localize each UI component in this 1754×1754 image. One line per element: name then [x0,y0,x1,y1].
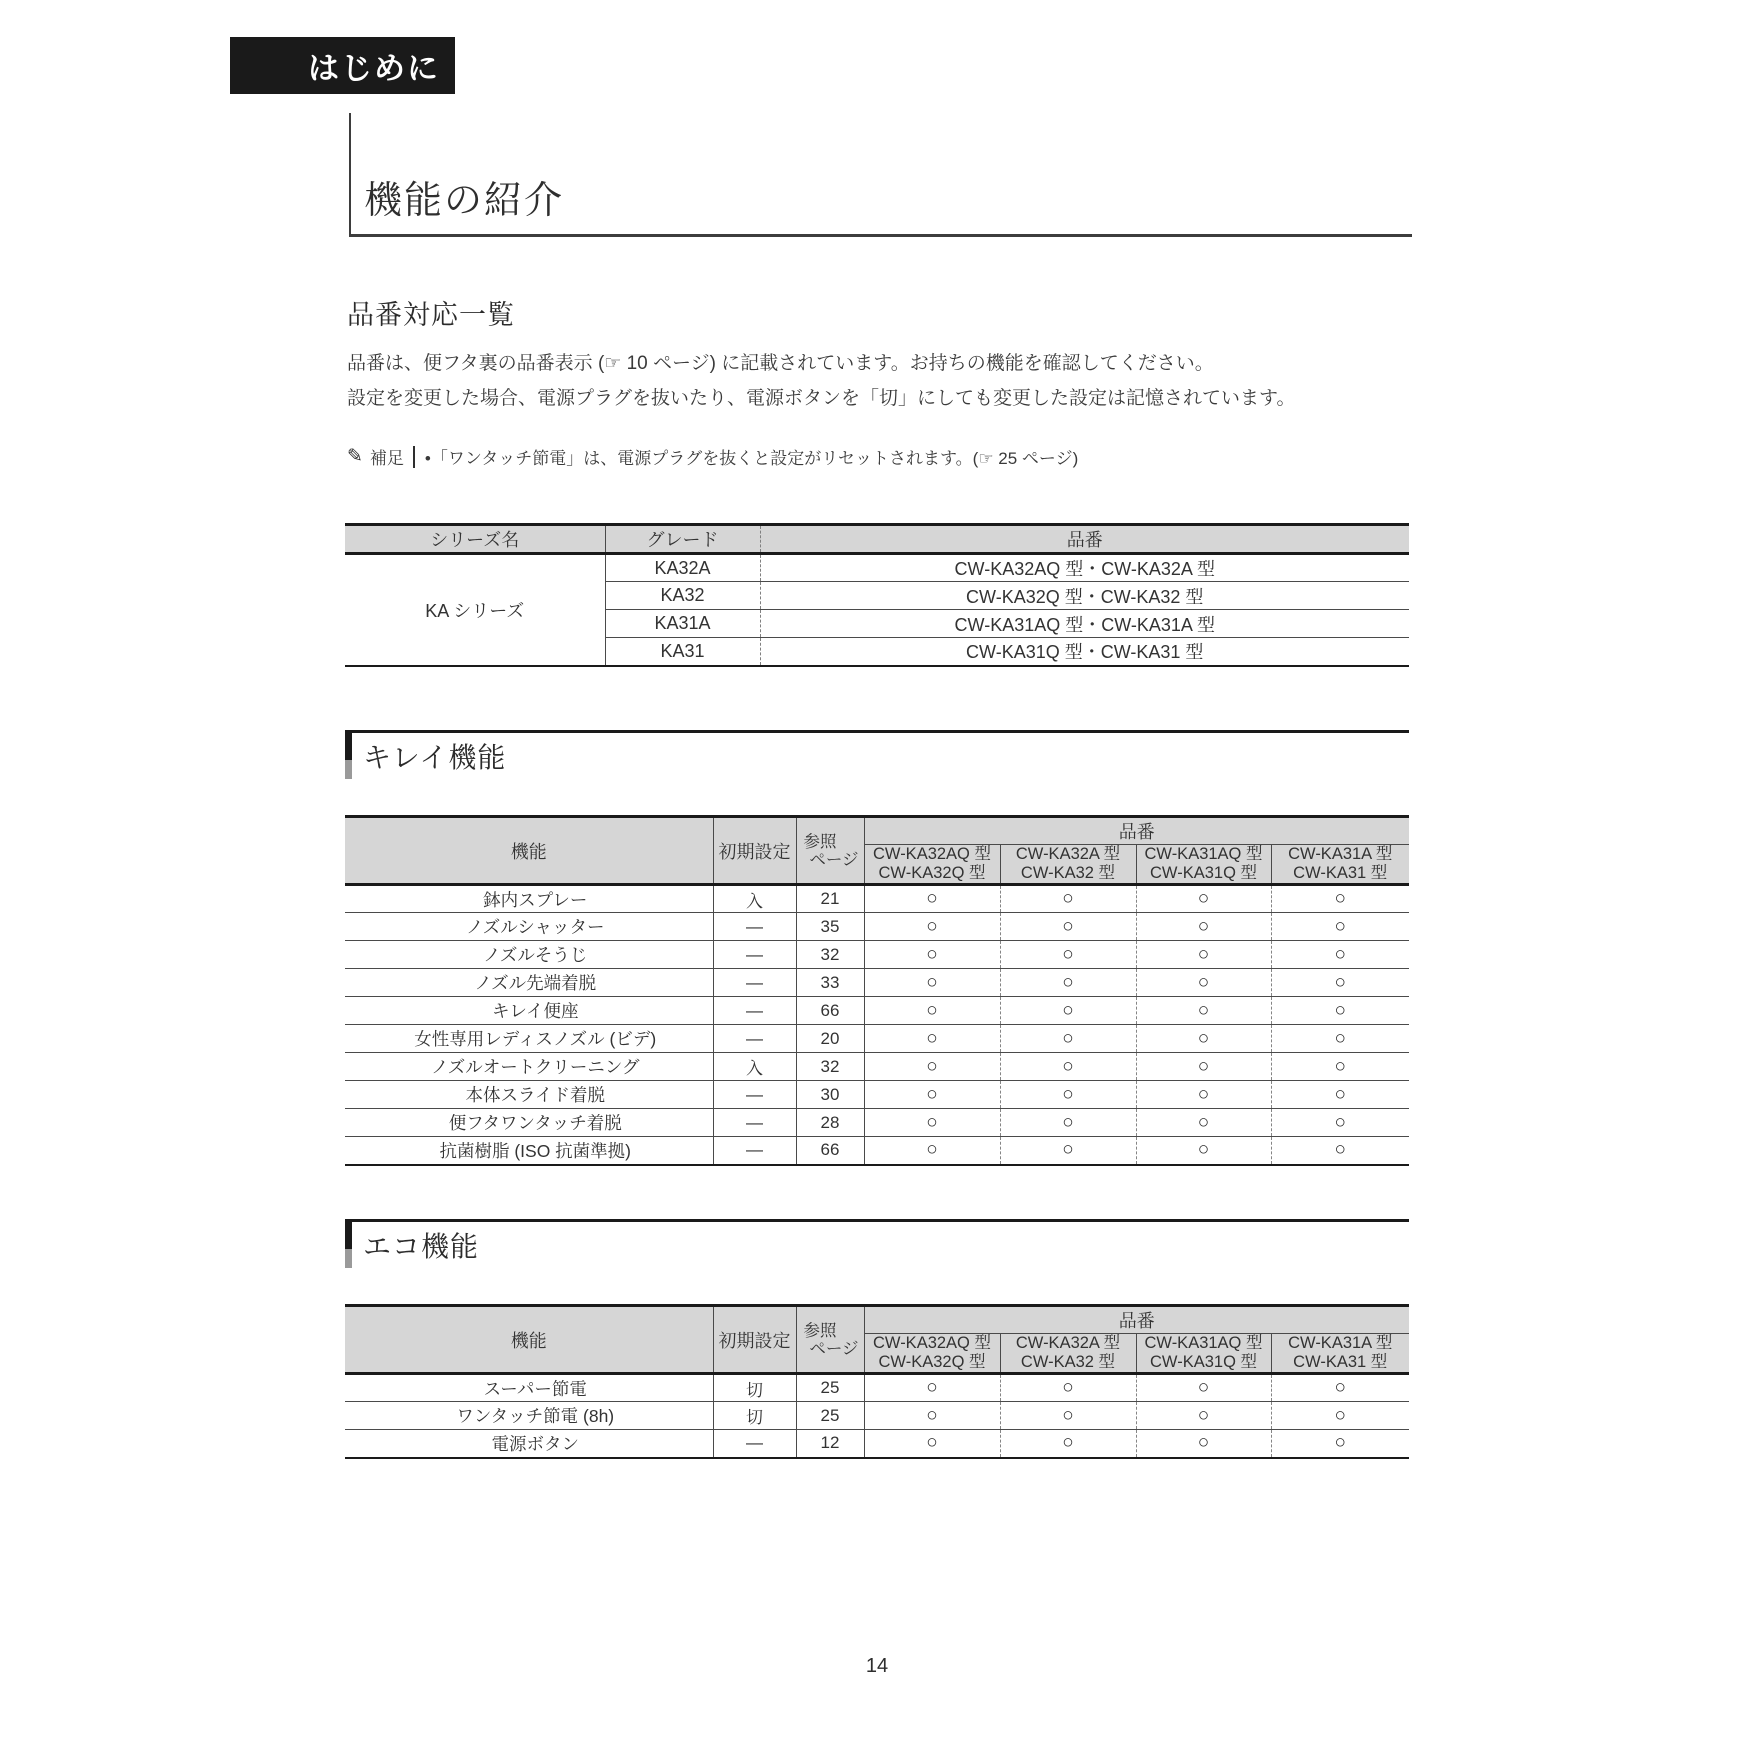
section-badge [230,37,455,94]
feature-name-cell: ノズル先端着脱 [345,969,713,997]
support-mark-cell: ○ [864,997,1000,1025]
support-mark-cell: ○ [1271,1374,1409,1402]
series-table-row [345,554,1409,582]
support-mark-cell: ○ [864,1137,1000,1165]
support-mark-cell: ○ [1271,913,1409,941]
kirei-feature-table [345,815,1409,1166]
model-header-cell [1000,845,1136,885]
support-mark-cell: ○ [864,969,1000,997]
model-header-cell [864,1334,1000,1374]
feature-row [345,1374,1409,1402]
support-mark-cell: ○ [1136,1053,1271,1081]
eco-section-title: エコ機能 [363,1231,480,1262]
model-name: CW-KA31AQ 型 [1144,1334,1263,1352]
support-mark-cell: ○ [1136,1402,1271,1430]
kirei-section-heading [345,730,1409,783]
support-mark-cell: ○ [1271,941,1409,969]
models-header-cell: 品番 [760,525,1409,554]
feature-row [345,1053,1409,1081]
section-bar [345,733,352,779]
series-table-body [345,554,1409,666]
feature-row [345,885,1409,913]
models-cell: CW-KA31Q 型・CW-KA31 型 [760,638,1409,666]
model-name: CW-KA32A 型 [1015,845,1121,863]
feature-name-cell: ノズルシャッター [345,913,713,941]
support-mark-cell: ○ [1271,1025,1409,1053]
model-header-cell [1000,1334,1136,1374]
models-cell: CW-KA31AQ 型・CW-KA31A 型 [760,610,1409,638]
feature-name-cell: 抗菌樹脂 (ISO 抗菌準拠) [345,1137,713,1165]
support-mark-cell: ○ [1271,1430,1409,1458]
grade-cell: KA31A [605,610,760,638]
intro-heading: 品番対応一覧 [347,300,515,330]
default-setting-cell: ― [713,997,796,1025]
ref-page-line: 参照 [803,832,837,851]
support-mark-cell: ○ [864,941,1000,969]
feature-name-cell: ノズルそうじ [345,941,713,969]
ref-page-line: 参照 [803,1321,837,1340]
support-mark-cell: ○ [864,1025,1000,1053]
support-mark-cell: ○ [1271,1402,1409,1430]
support-mark-cell: ○ [1000,941,1136,969]
grade-cell: KA31 [605,638,760,666]
feature-table-header [345,817,1409,885]
feature-name-cell: 女性専用レディスノズル (ビデ) [345,1025,713,1053]
model-name: CW-KA32AQ 型 [873,1334,991,1352]
support-mark-cell: ○ [1136,941,1271,969]
series-table [345,523,1409,667]
feature-name-cell: キレイ便座 [345,997,713,1025]
feature-header-row [345,817,1409,845]
support-mark-cell: ○ [1271,1053,1409,1081]
pencil-icon: ✎ [347,446,363,467]
feature-row [345,1430,1409,1458]
intro-body [347,346,1295,416]
support-mark-cell: ○ [864,1109,1000,1137]
models-group-header-cell: 品番 [864,1306,1409,1334]
ref-page-cell: 32 [796,1053,864,1081]
support-mark-cell: ○ [1136,969,1271,997]
model-name: CW-KA31 型 [1293,1353,1388,1371]
ref-page-cell: 25 [796,1374,864,1402]
model-header-cell [864,845,1000,885]
default-setting-cell: 切 [713,1374,796,1402]
support-mark-cell: ○ [1000,1053,1136,1081]
grade-cell: KA32A [605,554,760,582]
feature-row [345,1402,1409,1430]
default-setting-cell: ― [713,1025,796,1053]
support-mark-cell: ○ [1271,1137,1409,1165]
feature-name-cell: 便フタワンタッチ着脱 [345,1109,713,1137]
model-header-cell [1271,1334,1409,1374]
feature-name-cell: ノズルオートクリーニング [345,1053,713,1081]
support-mark-cell: ○ [1000,1025,1136,1053]
support-mark-cell: ○ [1136,913,1271,941]
default-setting-cell: ― [713,1109,796,1137]
feature-name-cell: 電源ボタン [345,1430,713,1458]
support-mark-cell: ○ [1000,1374,1136,1402]
intro-body-line: 設定を変更した場合、電源プラグを抜いたり、電源ボタンを「切」にしても変更した設定は記憶されています。 [347,388,1296,409]
support-mark-cell: ○ [864,1053,1000,1081]
support-mark-cell: ○ [1271,997,1409,1025]
feature-row [345,1137,1409,1165]
support-mark-cell: ○ [1136,1137,1271,1165]
ref-page-line: ページ [809,1339,859,1358]
feature-name-cell: 鉢内スプレー [483,889,588,910]
support-mark-cell: ○ [1000,1081,1136,1109]
page-number: 14 [865,1655,889,1677]
default-setting-cell: ― [713,1081,796,1109]
default-setting-cell: 切 [713,1402,796,1430]
support-mark-cell: ○ [1271,1081,1409,1109]
series-name-header-cell: シリーズ名 [345,525,605,554]
default-setting-cell: 入 [713,1053,796,1081]
feature-table-header [345,1306,1409,1374]
default-setting-cell: 入 [713,885,796,913]
ref-page-header-cell [796,1306,864,1374]
support-mark-cell: ○ [864,1430,1000,1458]
ref-page-cell: 32 [796,941,864,969]
support-mark-cell: ○ [1136,1025,1271,1053]
series-table-header [345,525,1409,554]
feature-name-cell: 本体スライド着脱 [345,1081,713,1109]
ref-page-cell: 25 [796,1402,864,1430]
support-mark-cell: ○ [1000,1430,1136,1458]
models-cell: CW-KA32Q 型・CW-KA32 型 [760,582,1409,610]
ref-page-cell: 33 [796,969,864,997]
feature-name-cell: ワンタッチ節電 (8h) [345,1402,713,1430]
model-name: CW-KA32 型 [1020,1353,1116,1371]
support-mark-cell: ○ [864,885,1000,913]
feature-row [345,1109,1409,1137]
ref-page-cell: 66 [796,1137,864,1165]
feature-header-cell: 機能 [345,1306,713,1374]
default-setting-cell: ― [713,941,796,969]
feature-row [345,969,1409,997]
model-name: CW-KA31A 型 [1288,845,1393,863]
models-cell: CW-KA32AQ 型・CW-KA32A 型 [760,554,1409,582]
feature-name-cell: スーパー節電 [483,1378,587,1399]
feature-table-body [345,885,1409,1165]
grade-header-cell: グレード [605,525,760,554]
model-name: CW-KA31Q 型 [1150,864,1257,882]
kirei-section-title: キレイ機能 [363,742,507,773]
series-table-header-row [345,525,1409,554]
model-header-cell [1136,1334,1271,1374]
model-name: CW-KA31A 型 [1288,1334,1393,1352]
ref-page-cell: 12 [796,1430,864,1458]
page-title: 機能の紹介 [364,180,565,222]
intro-body-line: 品番は、便フタ裏の品番表示 (☞ 10 ページ) に記載されています。お持ちの機能を確認してください。 [347,353,1214,374]
supplement-label: 補足 [369,449,404,468]
model-name: CW-KA31 型 [1293,864,1388,882]
ref-page-cell: 20 [796,1025,864,1053]
eco-feature-table [345,1304,1409,1459]
feature-table-body [345,1374,1409,1458]
feature-row [345,997,1409,1025]
support-mark-cell: ○ [1000,1109,1136,1137]
support-mark-cell: ○ [1000,997,1136,1025]
grade-cell: KA32 [605,582,760,610]
support-mark-cell: ○ [864,1402,1000,1430]
support-mark-cell: ○ [864,1374,1000,1402]
support-mark-cell: ○ [1136,1374,1271,1402]
page-title-block [349,113,1412,237]
section-badge-label: はじめに [308,51,440,86]
model-header-cell [1271,845,1409,885]
models-group-header-cell: 品番 [864,817,1409,845]
ref-page-line: ページ [809,850,859,869]
support-mark-cell: ○ [1136,1109,1271,1137]
support-mark-cell: ○ [864,913,1000,941]
ref-page-cell: 28 [796,1109,864,1137]
support-mark-cell: ○ [1271,969,1409,997]
model-name: CW-KA31AQ 型 [1144,845,1263,863]
default-setting-cell: ― [713,1137,796,1165]
feature-row [345,1081,1409,1109]
default-setting-cell: ― [713,969,796,997]
default-setting-cell: ― [713,1430,796,1458]
series-name-cell: KA シリーズ [425,600,525,621]
model-name: CW-KA32Q 型 [878,864,986,882]
default-setting-header-cell: 初期設定 [713,817,796,885]
model-name: CW-KA32 型 [1020,864,1116,882]
feature-header-row [345,1306,1409,1334]
section-bar [345,1222,352,1268]
model-header-cell [1136,845,1271,885]
support-mark-cell: ○ [1271,885,1409,913]
feature-row [345,913,1409,941]
support-mark-cell: ○ [1000,969,1136,997]
default-setting-header-cell: 初期設定 [713,1306,796,1374]
support-mark-cell: ○ [1000,1137,1136,1165]
supplement-text: •「ワンタッチ節電」は、電源プラグを抜くと設定がリセットされます。(☞ 25 ページ) [424,449,1079,468]
support-mark-cell: ○ [1136,1430,1271,1458]
support-mark-cell: ○ [1136,885,1271,913]
ref-page-cell: 35 [796,913,864,941]
support-mark-cell: ○ [864,1081,1000,1109]
ref-page-cell: 66 [796,997,864,1025]
note-divider [413,446,415,468]
model-name: CW-KA32AQ 型 [873,845,991,863]
ref-page-header-cell [796,817,864,885]
model-name: CW-KA32A 型 [1015,1334,1121,1352]
model-name: CW-KA31Q 型 [1150,1353,1257,1371]
ref-page-cell: 21 [796,885,864,913]
default-setting-cell: ― [713,913,796,941]
eco-section-heading [345,1219,1409,1272]
support-mark-cell: ○ [1000,885,1136,913]
support-mark-cell: ○ [1136,1081,1271,1109]
support-mark-cell: ○ [1271,1109,1409,1137]
feature-row [345,941,1409,969]
model-name: CW-KA32Q 型 [878,1353,986,1371]
support-mark-cell: ○ [1000,1402,1136,1430]
support-mark-cell: ○ [1000,913,1136,941]
ref-page-cell: 30 [796,1081,864,1109]
support-mark-cell: ○ [1136,997,1271,1025]
supplement-note [347,444,1078,469]
feature-header-cell: 機能 [345,817,713,885]
feature-row [345,1025,1409,1053]
